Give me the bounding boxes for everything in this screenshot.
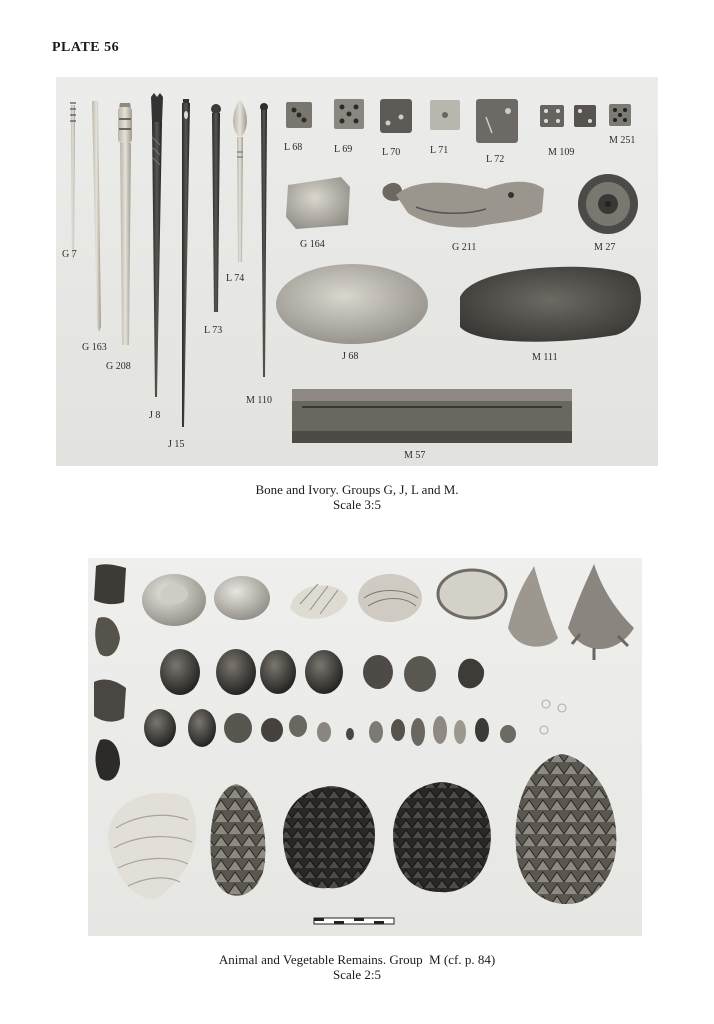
top-caption-line2: Scale 3:5 <box>332 497 381 512</box>
label-l70: L 70 <box>382 147 401 158</box>
carved-plaque-g164 <box>286 177 350 229</box>
label-l71: L 71 <box>430 145 449 156</box>
bottom-caption-line1: Animal and Vegetable Remains. Group M (cf. p. 84) <box>218 952 496 967</box>
label-m109: M 109 <box>548 147 575 158</box>
spoon-j68 <box>276 264 428 344</box>
label-l68: L 68 <box>284 142 303 153</box>
remains-photo <box>88 558 642 936</box>
box-m57 <box>292 389 572 443</box>
scale-bar <box>314 918 394 924</box>
label-m111: M 111 <box>532 352 558 363</box>
bottom-caption-line2: Scale 2:5 <box>332 967 381 982</box>
label-m27: M 27 <box>594 242 616 253</box>
top-caption-line1: Bone and Ivory. Groups G, J, L and M. <box>255 482 459 497</box>
label-m110: M 110 <box>246 395 273 406</box>
label-g211: G 211 <box>452 242 477 253</box>
spoon-m111 <box>460 267 641 342</box>
bone-ivory-photo <box>56 77 658 466</box>
label-l69: L 69 <box>334 144 353 155</box>
label-g164: G 164 <box>300 239 325 250</box>
disc-m27 <box>578 174 638 234</box>
label-g7: G 7 <box>62 249 77 260</box>
label-m57: M 57 <box>404 450 426 461</box>
label-l72: L 72 <box>486 154 505 165</box>
label-l74: L 74 <box>226 273 245 284</box>
label-g163: G 163 <box>82 342 107 353</box>
plate-number: PLATE 56 <box>52 40 120 55</box>
label-l73: L 73 <box>204 325 223 336</box>
label-j8: J 8 <box>149 410 161 421</box>
label-g208: G 208 <box>106 361 131 372</box>
label-m251: M 251 <box>609 135 636 146</box>
label-j15: J 15 <box>168 439 185 450</box>
label-j68: J 68 <box>342 351 359 362</box>
